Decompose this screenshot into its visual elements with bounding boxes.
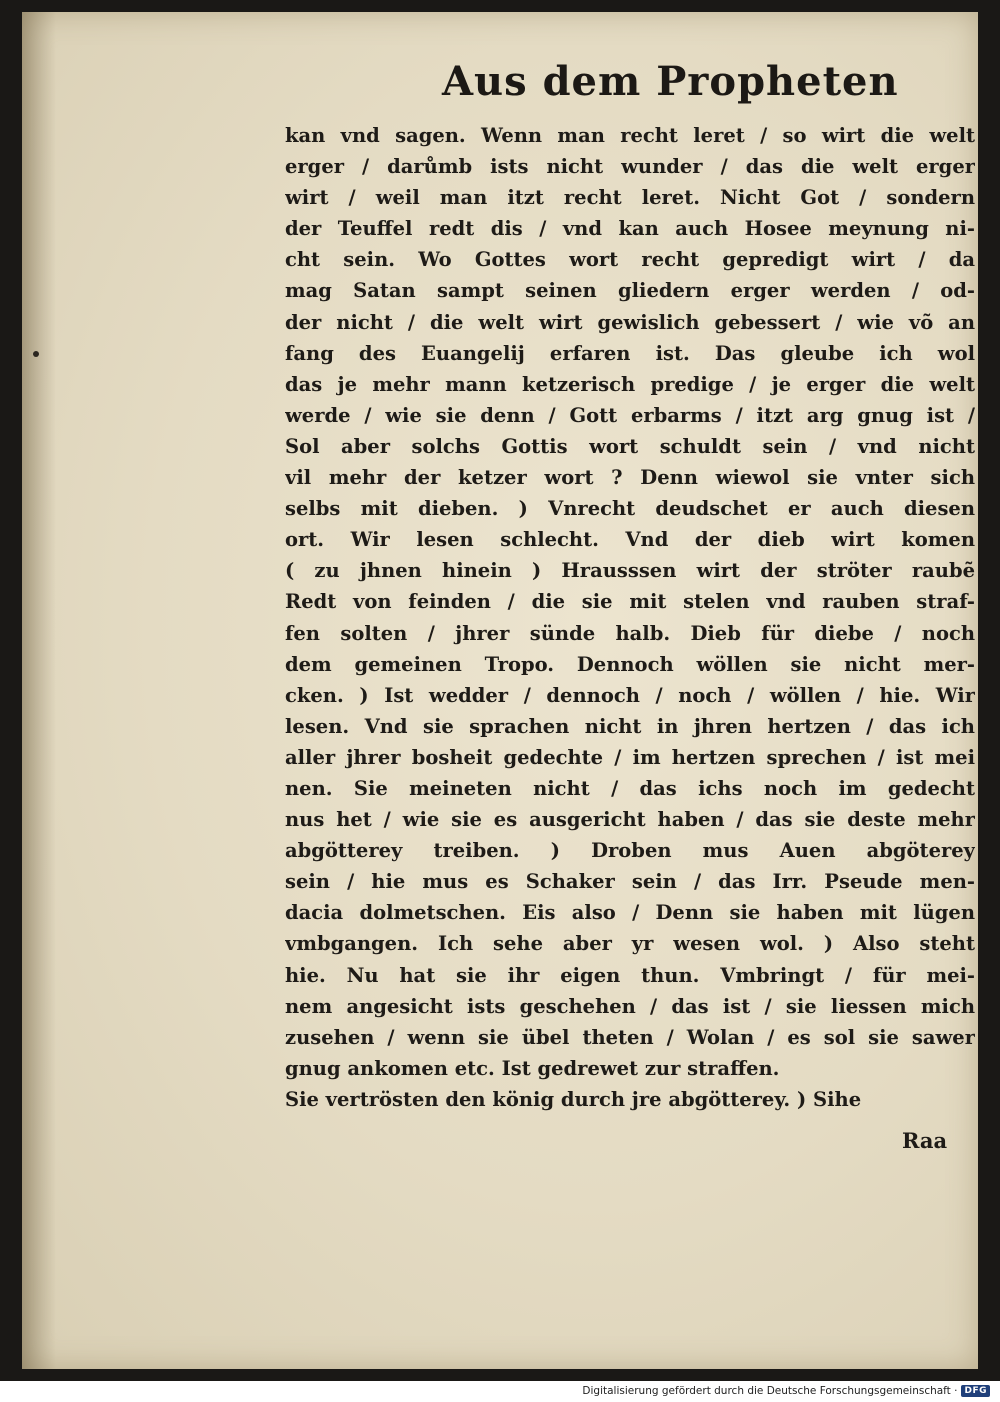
text-line: werde / wie sie denn / Gott erbarms / itzt arg gnug ist / xyxy=(285,403,975,427)
digitization-credit xyxy=(582,1383,990,1399)
running-head: Aus dem Propheten xyxy=(442,58,899,105)
text-line: nem angesicht ists geschehen / das ist / sie liessen mich xyxy=(285,994,975,1018)
text-line: dem gemeinen Tropo. Dennoch wöllen sie nicht mer- xyxy=(285,652,975,676)
text-line: nus het / wie sie es ausgericht haben / das sie deste mehr xyxy=(285,808,975,832)
text-line: dacia dolmetschen. Eis also / Denn sie haben mit lügen xyxy=(285,901,975,925)
text-line: das je mehr mann ketzerisch predige / je erger die welt xyxy=(285,372,975,396)
dfg-logo: DFG xyxy=(961,1385,990,1397)
text-line: abgötterey treiben. ) Droben mus Auen abgöterey xyxy=(285,839,975,863)
gutter-shadow xyxy=(22,12,56,1369)
text-line: nen. Sie meineten nicht / das ichs noch im gedecht xyxy=(285,776,975,800)
margin-ink-dot xyxy=(33,351,39,357)
text-line: Redt von feinden / die sie mit stelen vnd rauben straf- xyxy=(285,590,975,614)
text-line: cken. ) Ist wedder / dennoch / noch / wöllen / hie. Wir xyxy=(285,683,975,707)
text-line: fen solten / jhrer sünde halb. Dieb für diebe / noch xyxy=(285,621,975,645)
text-line: kan vnd sagen. Wenn man recht leret / so wirt die welt xyxy=(285,124,975,147)
text-line: der Teuffel redt dis / vnd kan auch Hosee meynung ni- xyxy=(285,217,975,241)
text-line: zusehen / wenn sie übel theten / Wolan / es sol sie sawer xyxy=(285,1025,975,1049)
text-line: selbs mit dieben. ) Vnrecht deudschet er auch diesen xyxy=(285,497,975,521)
text-line: Sol aber solchs Gottis wort schuldt sein / vnd nicht xyxy=(285,434,975,458)
text-line: Sie vertrösten den könig durch jre abgötterey. ) Sihe xyxy=(285,1087,862,1111)
text-line: mag Satan sampt seinen gliedern erger werden / od- xyxy=(285,279,975,303)
text-line: erger / darůmb ists nicht wunder / das die welt erger xyxy=(285,155,975,179)
text-line: cht sein. Wo Gottes wort recht gepredigt wirt / da xyxy=(285,248,975,272)
text-line: gnug ankomen etc. Ist gedrewet zur straffen. xyxy=(285,1056,780,1080)
text-line: fang des Euangelij erfaren ist. Das gleube ich wol xyxy=(285,341,975,365)
text-line: lesen. Vnd sie sprachen nicht in jhren hertzen / das ich xyxy=(285,714,975,738)
text-line: ( zu jhnen hinein ) Hrausssen wirt der ströter raubẽ xyxy=(285,559,975,583)
book-page xyxy=(22,12,978,1369)
text-line: hie. Nu hat sie ihr eigen thun. Vmbringt / für mei- xyxy=(285,963,975,987)
text-line: der nicht / die welt wirt gewislich gebessert / wie võ an xyxy=(285,310,975,334)
catchword: Raa xyxy=(902,1128,948,1153)
text-line: aller jhrer bosheit gedechte / im hertzen sprechen / ist mei xyxy=(285,745,975,769)
text-line: vmbgangen. Ich sehe aber yr wesen wol. ) Also steht xyxy=(285,932,975,956)
text-line: ort. Wir lesen schlecht. Vnd der dieb wirt komen xyxy=(285,528,975,552)
text-line: wirt / weil man itzt recht leret. Nicht Got / sondern xyxy=(285,186,975,210)
text-line: sein / hie mus es Schaker sein / das Irr. Pseude men- xyxy=(285,870,975,894)
credit-text: Digitalisierung gefördert durch die Deutsche Forschungsgemeinschaft · xyxy=(582,1385,958,1397)
text-line: vil mehr der ketzer wort ? Denn wiewol sie vnter sich xyxy=(285,466,975,490)
body-text xyxy=(285,120,975,1115)
